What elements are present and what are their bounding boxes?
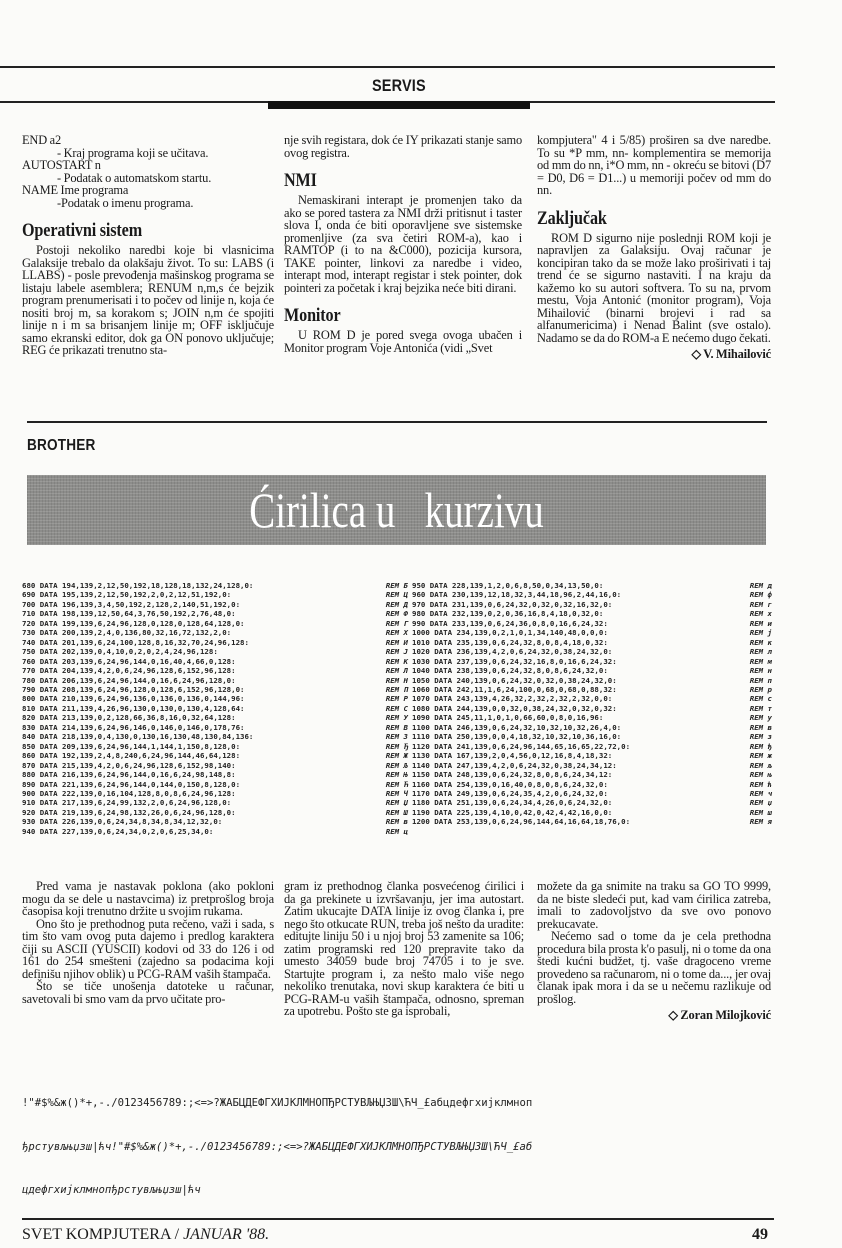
paragraph: nje svih registara, dok će IY prikazati stanje samo ovog registra. [284, 133, 522, 160]
listing-line [412, 581, 772, 590]
listing-line [22, 817, 408, 826]
listing-line [412, 694, 772, 703]
command-description: NAME Ime programa [22, 183, 129, 197]
rem-comment: REM м [749, 656, 772, 666]
rem-comment: REM Л [385, 666, 408, 676]
paragraph: gram iz prethodnog članka posvećenog ćirilici i da ga prekinete u izvršavanju, jer ima autostart. Zatim ukucajte DATA linije iz ovog članka i, pre nego što otkucate RUN, treba još nešto da uradite: editujte liniju 50 i u njoj broj 53 zamenite sa 106; zatim programski red 120 prepravite tako da umesto 34059 bude broj 74705 i to je sve. Startujte program i, za nešto malo više nego nekoliko trenutaka, novi skup karaktera će biti u PCG-RAM-u vaših štampača, odnosno, spreman za upotrebu. Pošto ste ga isprobali, [284, 879, 524, 1018]
listing-line [22, 609, 408, 618]
rem-comment: REM Ж [385, 751, 408, 761]
footer-rule [22, 1218, 774, 1220]
rem-comment: REM ф [749, 590, 772, 600]
data-statement: 1160 DATA 254,139,0,16,40,0,8,0,8,6,24,32,0: [412, 779, 608, 789]
data-statement: 780 DATA 206,139,6,24,96,144,0,16,6,24,96,128,0: [22, 675, 236, 685]
top-column-1 [22, 134, 274, 357]
data-statement: 720 DATA 199,139,6,24,96,128,0,128,0,128,64,128,0: [22, 618, 245, 628]
data-statement: 1140 DATA 247,139,4,2,0,6,24,32,0,38,24,34,12: [412, 760, 617, 770]
rem-comment: REM ш [749, 807, 772, 817]
code-listing-left [22, 581, 408, 836]
command-description: -Podatak o imenu programa. [57, 195, 194, 210]
data-statement: 690 DATA 195,139,2,12,50,192,2,0,2,12,51,192,0: [22, 590, 232, 600]
listing-line [22, 638, 408, 647]
rem-comment: REM я [749, 817, 772, 827]
rem-comment: REM ј [749, 628, 772, 638]
rem-comment: REM Х [385, 628, 408, 638]
rem-comment: REM ж [749, 751, 772, 761]
rem-comment: REM р [749, 684, 772, 694]
listing-line [412, 647, 772, 656]
charset-line: цдефгхијклмнопђрстувљњџзш|ћч [22, 1184, 201, 1196]
rem-comment: REM в [385, 817, 408, 827]
listing-line [22, 694, 408, 703]
listing-line [412, 609, 772, 618]
section-heading: NMI [284, 170, 317, 191]
rem-comment: REM у [749, 713, 772, 723]
rem-comment: REM и [749, 618, 772, 628]
rem-comment: REM И [385, 637, 408, 647]
paragraph: Pred vama je nastavak poklona (ako pokloni mogu da se dele u nastavcima) iz pretprošlog broja časopisa koji trenutno držite u svojim rukama. [22, 879, 274, 918]
data-statement: 880 DATA 216,139,6,24,96,144,0,16,6,24,98,148,8: [22, 770, 236, 780]
data-statement: 1020 DATA 236,139,4,2,0,6,24,32,0,38,24,32,0: [412, 647, 613, 657]
data-statement: 790 DATA 208,139,6,24,96,128,0,128,6,152,96,128,0: [22, 684, 245, 694]
charset-line: ђрстувљњџзш|ћч!"#$%&ж()*+,-./0123456789:;<=>?ЖАБЦДЕФГХИЈКЛМНОПЂРСТУВЉЊЏЗШ\ЋЧ_£аб [22, 1140, 533, 1153]
data-statement: 990 DATA 233,139,0,6,24,36,0,8,0,16,6,24,32: [412, 618, 608, 628]
rem-comment: REM К [385, 656, 408, 666]
author-signature: ◇ V. Mihailović [691, 347, 771, 361]
paragraph: kompjutera" 4 i 5/85) proširen sa dve naredbe. To su *P mm, nn- komplementira se memorija od mm do nn, i*O mm, nn - okreću se bitovi (D7 = D0, D6 = D1...) u memoriji počev od mm do nn. [537, 133, 771, 197]
data-statement: 840 DATA 218,139,0,4,130,0,130,16,130,48,130,84,136: [22, 732, 254, 742]
listing-line [412, 808, 772, 817]
paragraph: Ono što je prethodnog puta rečeno, važi i sada, s tim što vam ovog puta dajemo i predlog karaktera čiji su ASCII (YUSCII) kodovi od 33 do 126 i od 161 do 254 smešteni (zajedno sa podacima koji definišu njihov oblik) u PCG-RAM vaših štampača. [22, 916, 274, 981]
listing-line [412, 657, 772, 666]
rem-comment: REM к [749, 637, 772, 647]
rem-comment: REM в [749, 722, 772, 732]
top-column-3 [537, 134, 771, 361]
listing-line [412, 666, 772, 675]
data-statement: 960 DATA 230,139,12,18,32,3,44,18,96,2,44,16,0: [412, 590, 622, 600]
charset-line: !"#$%&ж()*+,-./0123456789:;<=>?ЖАБЦДЕФГХИЈКЛМНОПЂРСТУВЉЊЏЗШ\ЋЧ_£абцдефгхијклмноп [22, 1097, 533, 1109]
rem-comment: REM Ћ [385, 779, 408, 789]
footer-publication [22, 1226, 269, 1244]
listing-line [22, 713, 408, 722]
rem-comment: REM С [385, 703, 408, 713]
listing-line [412, 713, 772, 722]
listing-line [22, 798, 408, 807]
listing-line [412, 798, 772, 807]
data-statement: 1130 DATA 167,139,2,0,4,56,0,12,16,8,4,18,32: [412, 751, 613, 761]
data-statement: 740 DATA 201,139,6,24,100,128,8,16,32,70,24,96,128: [22, 637, 249, 647]
publication-name: SVET KOMPJUTERA / [22, 1226, 180, 1243]
data-statement: 1200 DATA 253,139,0,6,24,96,144,64,16,64,18,76,0: [412, 817, 631, 827]
data-statement: 1180 DATA 251,139,0,6,24,34,4,26,0,6,24,32,0: [412, 798, 613, 808]
rem-comment: REM џ [749, 798, 772, 808]
data-statement: 940 DATA 227,139,0,6,24,34,0,2,0,6,25,34,0: [22, 826, 214, 836]
command-description: - Podatak o automatskom startu. [57, 170, 212, 185]
paragraph: Postoji nekoliko naredbi koje bi vlasnicima Galaksije trebalo da olakšaju život. To su: LABS (i LLABS) - posle prevođenja mašinskog programa se listaju labele asemblera; RENUM n,m,s će bejzik program prenumerisati i to počev od linije n, koja će nositi broj m, sa korakom s; JOIN n,m će spojiti linije n i m sa brisanjem linije m; OFF isključuje samo ekranski editor, dok ga ON ponovo uključuje; REG će prikazati trenutno sta- [22, 243, 274, 357]
rem-comment: REM П [385, 684, 408, 694]
rem-comment: REM Н [385, 675, 408, 685]
title-banner [27, 475, 766, 545]
rem-comment: REM Љ [385, 760, 408, 770]
listing-line [412, 751, 772, 760]
listing-line [22, 590, 408, 599]
section-heading: Zaključak [537, 207, 607, 229]
listing-line [412, 761, 772, 770]
listing-line [412, 600, 772, 609]
rem-comment: REM Ј [385, 647, 408, 657]
listing-line [22, 628, 408, 637]
rem-comment: REM љ [749, 760, 772, 770]
rem-comment: REM ц [385, 826, 408, 836]
rem-comment: REM п [749, 675, 772, 685]
command-description: AUTOSTART n [22, 158, 101, 172]
header-black-bar [268, 101, 530, 109]
rem-comment: REM ћ [749, 779, 772, 789]
issue-date: JANUAR '88. [183, 1226, 270, 1243]
rem-comment: REM В [385, 722, 408, 732]
listing-line [412, 780, 772, 789]
data-statement: 890 DATA 221,139,6,24,96,144,0,144,0,150,8,128,0: [22, 779, 241, 789]
rem-comment: REM Ч [385, 788, 408, 798]
bottom-column-2 [284, 880, 524, 1018]
listing-line [22, 808, 408, 817]
paragraph: Što se tiče unošenja datoteke u računar, savetovali bi smo vam da prvo učitate pro- [22, 979, 274, 1006]
paragraph: ROM D sigurno nije poslednji ROM koji je napravljen za Galaksiju. Ovaj računar je koncipiran tako da se može lako proširivati i taj trend će se sigurno nastaviti. I na kraju da kažemo ko su autori softvera. To su na, prvom mestu, Voja Antonić (monitor program), Voja Mihailović (binarni brojevi i rad sa alfanumericima) i Nenad Balint (sve ostalo). Nadamo se da do ROM-a E nećemo dugo čekati. [537, 230, 771, 345]
listing-line [412, 723, 772, 732]
listing-line [22, 676, 408, 685]
command-description: END a2 [22, 133, 62, 147]
data-statement: 810 DATA 211,139,4,26,96,130,0,130,0,130,4,128,64: [22, 703, 245, 713]
data-statement: 1120 DATA 241,139,0,6,24,96,144,65,16,65,22,72,0: [412, 741, 631, 751]
listing-line [412, 676, 772, 685]
data-statement: 860 DATA 192,139,2,4,8,240,6,24,96,144,46,64,128: [22, 751, 241, 761]
section-heading: Operativni sistem [22, 220, 143, 241]
data-statement: 1040 DATA 238,139,0,6,24,32,8,0,8,6,24,32,0: [412, 666, 608, 676]
data-statement: 820 DATA 213,139,0,2,128,66,36,8,16,0,32,64,128: [22, 713, 236, 723]
listing-line [22, 732, 408, 741]
data-statement: 1170 DATA 249,139,0,6,24,35,4,2,0,6,24,32,0: [412, 788, 608, 798]
listing-line [22, 600, 408, 609]
listing-line [412, 742, 772, 751]
data-statement: 800 DATA 210,139,6,24,96,136,0,136,0,136,0,144,96: [22, 694, 245, 704]
listing-line [412, 590, 772, 599]
listing-line [22, 666, 408, 675]
rem-comment: REM с [749, 694, 772, 704]
data-statement: 1000 DATA 234,139,0,2,1,0,1,34,140,48,0,0,0: [412, 628, 608, 638]
data-statement: 910 DATA 217,139,6,24,99,132,2,0,6,24,96,128,0: [22, 798, 232, 808]
section-heading: Monitor [284, 305, 341, 326]
data-statement: 710 DATA 198,139,12,50,64,3,76,50,192,2,76,48,0: [22, 609, 236, 619]
data-statement: 950 DATA 228,139,1,2,0,6,8,50,0,34,13,50,0: [412, 581, 604, 590]
page-number: 49 [752, 1226, 768, 1243]
data-statement: 980 DATA 232,139,0,2,0,36,16,8,4,18,0,32,0: [412, 609, 604, 619]
section-divider [27, 421, 767, 423]
listing-line [22, 770, 408, 779]
rem-comment: REM Р [385, 694, 408, 704]
data-statement: 680 DATA 194,139,2,12,50,192,18,128,18,132,24,128,0: [22, 581, 254, 590]
listing-line [22, 742, 408, 751]
rem-comment: REM Г [385, 618, 408, 628]
data-statement: 750 DATA 202,139,0,4,10,0,2,0,2,4,24,96,128: [22, 647, 218, 657]
data-statement: 770 DATA 204,139,4,2,0,6,24,96,128,6,152,96,128: [22, 666, 236, 676]
rem-comment: REM ч [749, 788, 772, 798]
rem-comment: REM л [749, 647, 772, 657]
paragraph: U ROM D je pored svega ovoga ubačen i Monitor program Voje Antonića (vidi „Svet [284, 328, 522, 355]
top-rule [0, 66, 775, 68]
paragraph: Nemaskirani interapt je promenjen tako da ako se pored tastera za NMI drži pritisnut i taster slova I, onda će biti oporavljene sve sistemske promenljive (za sva četiri ROM-a), kao i RAMTOP (i to na &C000), pozicija kursora, TAKE pointer, linkovi za naredbe i video, interapt mod, interapt registar i stek pointer, dok pointeri za početak i kraj bejzika neće biti dirani. [284, 193, 522, 295]
data-statement: 1110 DATA 250,139,0,0,4,18,32,10,32,10,36,16,0: [412, 732, 622, 742]
rem-comment: REM Џ [385, 798, 408, 808]
data-statement: 1090 DATA 245,11,1,0,1,0,66,60,0,8,0,16,96: [412, 713, 604, 723]
listing-line [22, 751, 408, 760]
rem-comment: REM њ [749, 770, 772, 780]
listing-line [22, 704, 408, 713]
author-signature: ◇ Zoran Milojković [668, 1008, 771, 1022]
listing-line [412, 628, 772, 637]
bottom-column-3 [537, 880, 771, 1022]
section-label: SERVIS [372, 76, 426, 95]
data-statement: 1070 DATA 243,139,4,26,32,2,32,2,32,2,32,0,0: [412, 694, 613, 704]
rem-comment: REM т [749, 703, 772, 713]
listing-line [412, 704, 772, 713]
rem-comment: REM Ђ [385, 741, 408, 751]
data-statement: 1060 DATA 242,11,1,6,24,100,0,68,0,68,0,88,32: [412, 684, 617, 694]
article-title: Ćirilica u kurzivu [249, 482, 544, 538]
listing-line [412, 817, 772, 826]
data-statement: 1030 DATA 237,139,0,6,24,32,16,8,0,16,6,24,32: [412, 656, 617, 666]
data-statement: 1150 DATA 248,139,0,6,24,32,8,0,8,6,24,34,12: [412, 770, 613, 780]
listing-line [22, 789, 408, 798]
rem-comment: REM ђ [749, 741, 772, 751]
data-statement: 1010 DATA 235,139,0,6,24,32,8,0,8,4,18,0,32: [412, 637, 608, 647]
top-column-2 [284, 134, 522, 354]
rem-comment: REM х [749, 609, 772, 619]
rem-comment: REM г [749, 599, 772, 609]
data-statement: 920 DATA 219,139,6,24,98,132,26,0,6,24,96,128,0: [22, 807, 236, 817]
listing-line [412, 732, 772, 741]
data-statement: 900 DATA 222,139,0,16,104,128,8,0,8,6,24,96,128: [22, 788, 236, 798]
rem-comment: REM Њ [385, 770, 408, 780]
rem-comment: REM Ф [385, 609, 408, 619]
data-statement: 870 DATA 215,139,4,2,0,6,24,96,128,6,152,98,140: [22, 760, 236, 770]
paragraph: Nećemo sad o tome da je cela prethodna procedura bila prosta k'o pasulj, ni o tome da ona štedi kućni budžet, tj. vaše dragoceno vreme provedeno sa računarom, ni o tome da..., jer ovaj članak ipak mora i da se u nečemu razlikuje od prošlog. [537, 929, 771, 1006]
character-set-sample [22, 1067, 802, 1212]
rem-comment: REM Ш [385, 807, 408, 817]
listing-line [22, 647, 408, 656]
listing-line [412, 789, 772, 798]
data-statement: 970 DATA 231,139,0,6,24,32,0,32,0,32,16,32,0: [412, 599, 613, 609]
rem-comment: REM Д [385, 599, 408, 609]
listing-line [22, 780, 408, 789]
listing-line [412, 638, 772, 647]
rem-comment: REM У [385, 713, 408, 723]
data-statement: 1190 DATA 225,139,4,10,0,42,0,42,4,42,16,0,0: [412, 807, 613, 817]
listing-line [22, 657, 408, 666]
listing-line [412, 685, 772, 694]
listing-line [22, 581, 408, 590]
listing-line [22, 723, 408, 732]
rem-comment: REM н [749, 666, 772, 676]
bottom-column-1 [22, 880, 274, 1005]
rem-comment: REM Ц [385, 590, 408, 600]
data-statement: 760 DATA 203,139,6,24,96,144,0,16,40,4,66,0,128: [22, 656, 236, 666]
listing-line [22, 685, 408, 694]
data-statement: 930 DATA 226,139,0,6,24,34,8,34,8,34,12,32,0: [22, 817, 223, 827]
data-statement: 1080 DATA 244,139,0,0,32,0,38,24,32,0,32,0,32: [412, 703, 617, 713]
rem-comment: REM д [749, 581, 772, 590]
listing-line [412, 770, 772, 779]
section-label-brother: BROTHER [27, 437, 96, 454]
listing-line [22, 827, 408, 836]
listing-line [22, 761, 408, 770]
listing-line [22, 619, 408, 628]
data-statement: 850 DATA 209,139,6,24,96,144,1,144,1,150,8,128,0: [22, 741, 241, 751]
data-statement: 1100 DATA 246,139,0,6,24,32,10,32,10,32,26,4,0: [412, 722, 622, 732]
rem-comment: REM з [749, 732, 772, 742]
paragraph: možete da ga snimite na traku sa GO TO 9999, da ne biste sledeći put, kad vam ćirilica zatreba, imali to zadovoljstvo da sve ovo ponovo prekucavate. [537, 879, 771, 931]
data-statement: 830 DATA 214,139,6,24,96,146,0,146,0,146,0,178,76: [22, 722, 245, 732]
command-description: - Kraj programa koji se učitava. [57, 145, 209, 160]
rem-comment: REM З [385, 732, 408, 742]
data-statement: 730 DATA 200,139,2,4,0,136,80,32,16,72,132,2,0: [22, 628, 232, 638]
data-statement: 700 DATA 196,139,3,4,50,192,2,128,2,140,51,192,0: [22, 599, 241, 609]
code-listing-right [412, 581, 772, 827]
listing-line [412, 619, 772, 628]
data-statement: 1050 DATA 240,139,0,6,24,32,0,32,0,38,24,32,0: [412, 675, 617, 685]
rem-comment: REM Б [385, 581, 408, 590]
